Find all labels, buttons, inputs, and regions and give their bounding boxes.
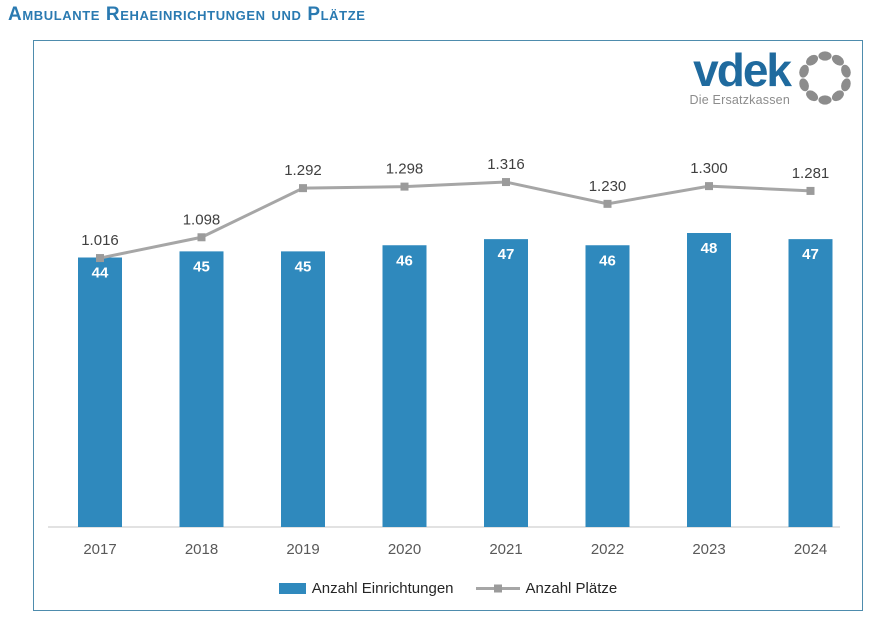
x-axis-label-2019: 2019: [286, 541, 320, 558]
bar-2018: [180, 251, 224, 527]
bar-2017: [78, 258, 122, 528]
line-point: [705, 182, 713, 190]
line-point: [198, 233, 206, 241]
line-value-label: 1.016: [81, 232, 119, 250]
vdek-wordmark: vdek: [693, 44, 790, 97]
bar-2019: [281, 251, 325, 527]
ring-bead: [798, 64, 811, 79]
ring-bead: [818, 51, 831, 60]
x-axis-label-2017: 2017: [83, 541, 117, 558]
bar-2020: [383, 245, 427, 527]
vdek-logo: [689, 44, 854, 107]
bar-value-label: 46: [396, 252, 413, 270]
legend-line-marker-icon: [476, 583, 520, 594]
x-axis-label-2018: 2018: [184, 541, 219, 558]
line-point: [807, 187, 815, 195]
ring-bead: [818, 95, 831, 104]
line-point: [96, 254, 104, 262]
bar-value-label: 47: [802, 246, 819, 264]
bar-2021: [484, 239, 528, 527]
line-point: [604, 200, 612, 208]
bar-value-label: 45: [294, 258, 312, 276]
line-point: [401, 183, 409, 191]
line-value-label: 1.098: [182, 211, 221, 229]
vdek-logo-text: [689, 44, 790, 107]
line-value-label: 1.300: [690, 160, 728, 178]
line-point: [502, 178, 510, 186]
bar-value-label: 46: [599, 252, 616, 270]
x-axis-label-2022: 2022: [590, 541, 625, 558]
line-value-label: 1.292: [284, 162, 322, 180]
line-value-label: 1.316: [487, 156, 525, 174]
x-axis-label-2020: 2020: [387, 541, 422, 558]
page-title: Ambulante Rehaeinrichtungen und Plätze: [8, 4, 366, 25]
x-axis-label-2021: 2021: [489, 541, 523, 558]
line-value-label: 1.230: [588, 177, 627, 195]
bar-value-label: 48: [700, 240, 718, 257]
chart-legend: [34, 580, 862, 597]
bar-2023: [687, 233, 731, 527]
bar-value-label: 45: [193, 258, 210, 276]
vdek-tagline: Die Ersatzkassen: [689, 92, 790, 107]
vdek-ring-icon: [796, 49, 854, 107]
legend-bar-swatch-icon: [279, 583, 306, 594]
bar-2024: [789, 239, 833, 527]
ring-bead: [840, 77, 853, 92]
line-point: [299, 184, 307, 192]
line-value-label: 1.281: [791, 164, 830, 182]
x-axis-label-2023: 2023: [692, 541, 726, 558]
legend-item-plaetze: [476, 580, 618, 597]
bar-value-label: 44: [91, 264, 109, 282]
x-axis-label-2024: 2024: [793, 541, 828, 558]
bar-2022: [586, 245, 630, 527]
line-value-label: 1.298: [385, 160, 424, 178]
ring-bead: [840, 64, 853, 79]
legend-label-einrichtungen: Anzahl Einrichtungen: [311, 580, 454, 597]
bar-value-label: 47: [497, 246, 515, 264]
legend-item-einrichtungen: [279, 580, 454, 597]
legend-label-plaetze: Anzahl Plätze: [525, 580, 618, 597]
chart-svg: [34, 41, 861, 609]
ring-bead: [798, 77, 811, 92]
chart-frame: [33, 40, 863, 611]
